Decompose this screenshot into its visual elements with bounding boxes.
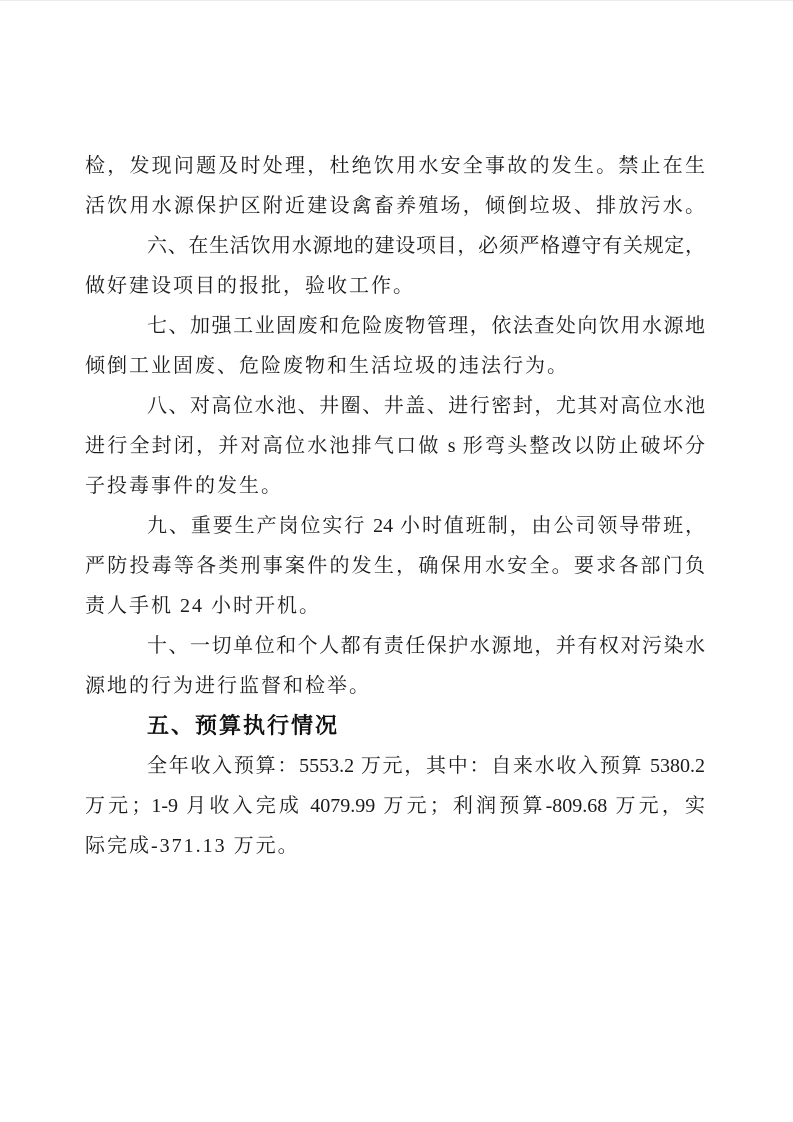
- text-line: 源地的行为进行监督和检举。: [85, 675, 371, 697]
- paragraph-item-10: [85, 626, 705, 706]
- heading-line: 五、预算执行情况: [147, 713, 340, 738]
- paragraph-item-7: [85, 306, 705, 386]
- paragraph-item-9: [85, 506, 705, 626]
- text-line: 九、重要生产岗位实行 24 小时值班制，由公司领导带班，: [147, 515, 705, 537]
- text-line: 六、在生活饮用水源地的建设项目，必须严格遵守有关规定，: [147, 235, 705, 257]
- text-line: 倾倒工业固废、危险废物和生活垃圾的违法行为。: [85, 355, 569, 377]
- text-line: 进行全封闭，并对高位水池排气口做 s 形弯头整改以防止破坏分: [85, 435, 705, 457]
- text-line: 做好建设项目的报批，验收工作。: [85, 275, 415, 297]
- text-line: 子投毒事件的发生。: [85, 475, 283, 497]
- document-body: [85, 146, 705, 866]
- paragraph-item-6: [85, 226, 705, 306]
- text-line: 八、对高位水池、井圈、井盖、进行密封，尤其对高位水池: [147, 395, 705, 417]
- paragraph-item-8: [85, 386, 705, 506]
- text-line: 活饮用水源保护区附近建设禽畜养殖场，倾倒垃圾、排放污水。: [85, 195, 705, 217]
- text-line: 七、加强工业固废和危险废物管理，依法查处向饮用水源地: [147, 315, 705, 337]
- paragraph-continuation-paragraph: [85, 146, 705, 226]
- text-line: 际完成-371.13 万元。: [85, 835, 300, 857]
- text-line: 十、一切单位和个人都有责任保护水源地，并有权对污染水: [147, 635, 705, 657]
- section-heading: [85, 706, 705, 746]
- text-line: 责人手机 24 小时开机。: [85, 595, 321, 617]
- text-line: 全年收入预算：5553.2 万元，其中：自来水收入预算 5380.2: [147, 755, 705, 777]
- paragraph-budget-summary: [85, 746, 705, 866]
- text-line: 检，发现问题及时处理，杜绝饮用水安全事故的发生。禁止在生: [85, 155, 705, 177]
- text-line: 严防投毒等各类刑事案件的发生，确保用水安全。要求各部门负: [85, 555, 705, 577]
- text-line: 万元；1-9 月收入完成 4079.99 万元；利润预算-809.68 万元，实: [85, 795, 705, 817]
